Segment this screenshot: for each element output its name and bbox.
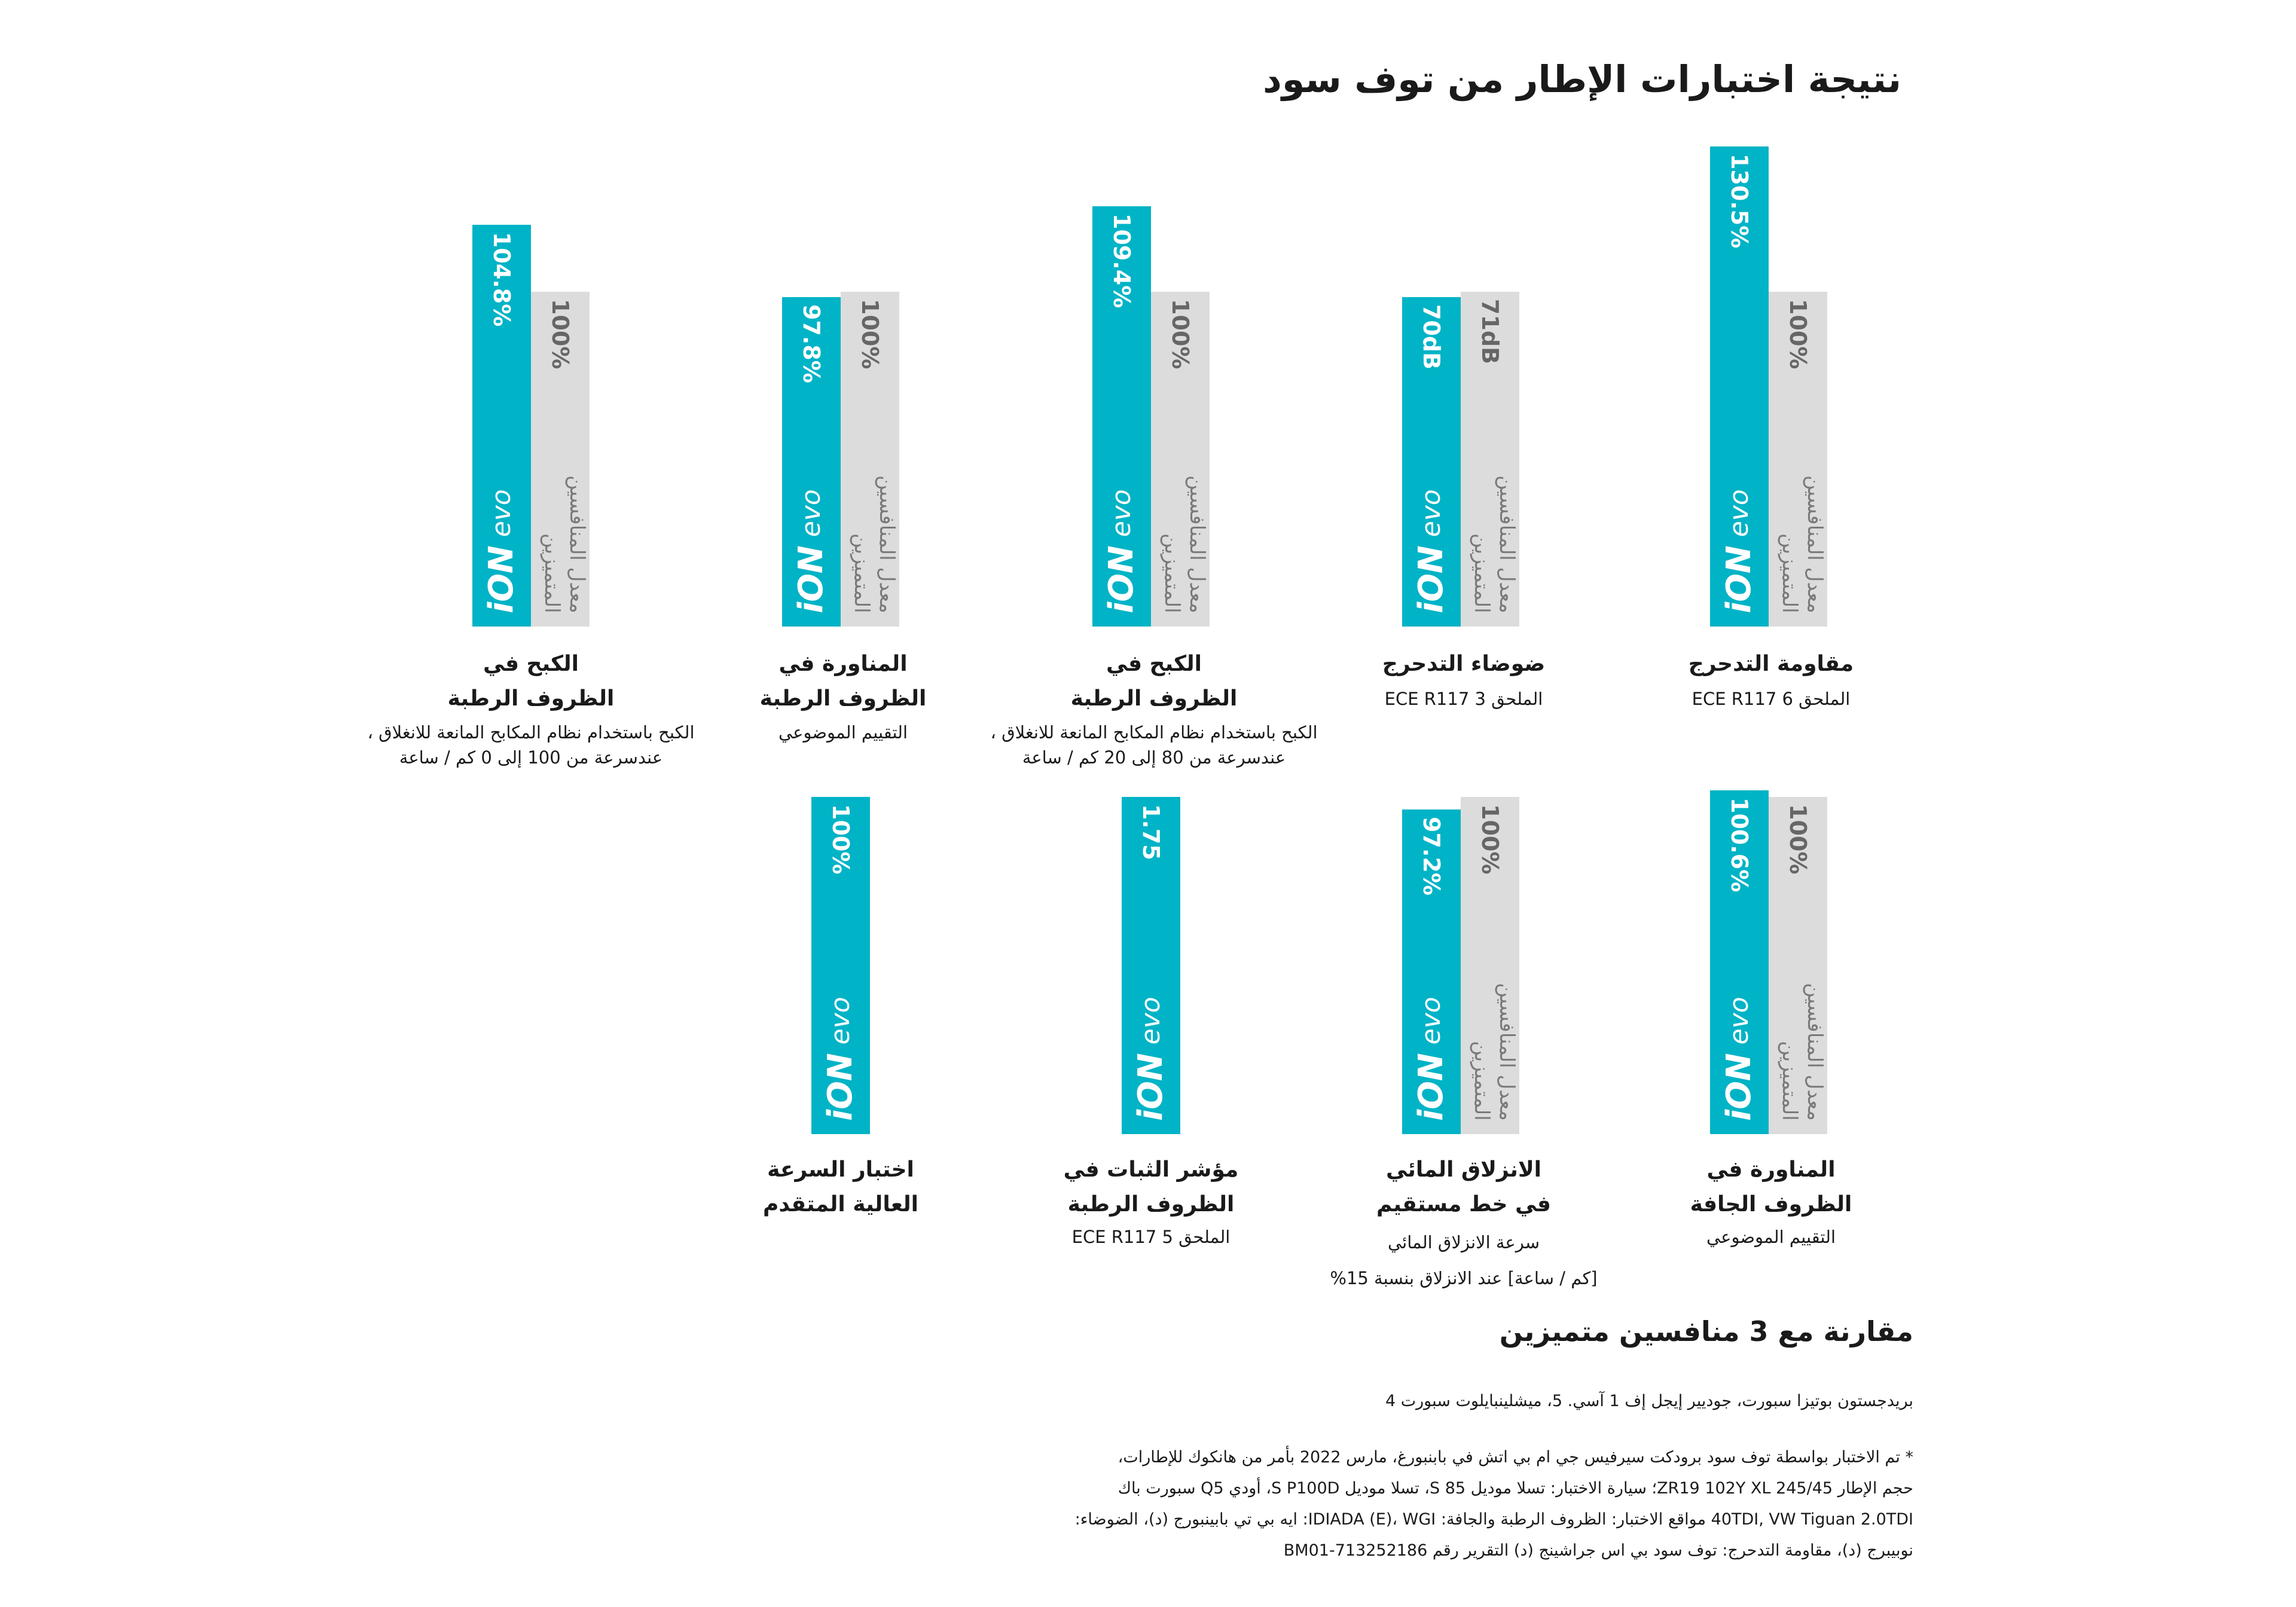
competitor-value-label: 100%: [857, 299, 883, 369]
chart-caption: [1616, 647, 1926, 682]
competitor-average-bar: [1461, 292, 1519, 627]
subtext-line: الكبح باستخدام نظام المكابح المانعة للانغلاق ،: [367, 722, 695, 743]
competitor-bar-label: [1769, 942, 1827, 1121]
competitor-value-label: 100%: [1167, 299, 1193, 369]
competitor-label-line2: المتميزين: [1778, 1041, 1802, 1121]
ion-evo-value-label: 97.8%: [798, 304, 825, 383]
ion-evo-logo: [472, 464, 531, 613]
caption-line: في خط مستقيم: [1376, 1192, 1551, 1217]
caption-line: المناورة في: [778, 652, 908, 676]
ion-evo-logo: [1710, 971, 1769, 1121]
logo-evo-text: evo: [1724, 997, 1754, 1053]
subtext-line: عندسرعة من 100 إلى 0 كم / ساعة: [399, 747, 663, 768]
competitor-value-label: 71dB: [1477, 299, 1503, 365]
chart-subtext: [963, 720, 1345, 770]
logo-evo-text: evo: [1416, 489, 1446, 546]
logo-ion-text: iON: [821, 1053, 860, 1121]
ion-evo-bar: [472, 225, 531, 627]
competitor-label-line2: المتميزين: [850, 533, 874, 613]
ion-evo-logo: [811, 971, 870, 1121]
compare-title: مقارنة مع 3 منافسين متميزين: [1499, 1315, 1913, 1348]
competitor-average-bar: [841, 292, 899, 627]
caption-line: ضوضاء التدحرج: [1382, 652, 1546, 676]
subtext-line: [كم / ساعة] عند الانزلاق بنسبة 15%: [1330, 1268, 1598, 1288]
ion-evo-logo: [1402, 464, 1461, 613]
caption-line: مقاومة التدحرج: [1688, 652, 1854, 676]
caption-line: الظروف الرطبة: [447, 686, 615, 711]
chart-caption: [963, 647, 1345, 716]
competitor-value-label: 100%: [547, 299, 573, 369]
caption-line: العالية المتقدم: [762, 1192, 919, 1217]
logo-ion-text: iON: [792, 545, 831, 613]
logo-evo-text: evo: [1135, 997, 1166, 1053]
logo-ion-text: iON: [1412, 545, 1451, 613]
caption-line: الظروف الرطبة: [1070, 686, 1238, 711]
ion-evo-value-label: 100%: [828, 804, 854, 875]
logo-ion-text: iON: [1720, 1053, 1758, 1121]
chart-caption: [996, 1153, 1306, 1222]
chart-subtext: [688, 720, 999, 745]
chart-caption: [1308, 1153, 1619, 1222]
logo-evo-text: evo: [1106, 489, 1137, 546]
logo-ion-text: iON: [1102, 545, 1141, 613]
ion-evo-bar: [1402, 809, 1461, 1134]
chart-subtext: [1308, 686, 1619, 711]
ion-evo-value-label: 130.5%: [1726, 154, 1752, 249]
subtext-line: التقييم الموضوعي: [778, 722, 908, 743]
caption-line: المناورة في: [1706, 1157, 1836, 1182]
competitor-label-line2: المتميزين: [1470, 1041, 1494, 1121]
competitor-label-line2: المتميزين: [1778, 533, 1802, 613]
ion-evo-logo: [1710, 464, 1769, 613]
ion-evo-value-label: 100.6%: [1726, 798, 1752, 893]
subtext-line: عندسرعة من 80 إلى 20 كم / ساعة: [1022, 747, 1286, 768]
subtext-line: الملحق 5 ECE R117: [1071, 1227, 1231, 1247]
chart-caption: [340, 647, 722, 716]
competitor-label-line1: معدل المنافسين: [1495, 983, 1519, 1121]
competitor-bar-label: [1151, 434, 1210, 613]
competitor-label-line2: المتميزين: [1160, 533, 1184, 613]
competitor-average-bar: [1151, 292, 1210, 627]
ion-evo-bar: [1710, 790, 1769, 1134]
competitor-average-bar: [1461, 797, 1519, 1134]
competitor-bar-label: [1461, 942, 1519, 1121]
logo-evo-text: evo: [486, 489, 517, 546]
ion-evo-bar: [1122, 797, 1180, 1134]
ion-evo-value-label: 97.2%: [1418, 817, 1445, 896]
ion-evo-bar: [811, 797, 870, 1134]
subtext-line: الملحق 6 ECE R117: [1692, 689, 1851, 709]
competitor-bar-label: [1769, 434, 1827, 613]
caption-line: الكبح في: [483, 652, 579, 676]
chart-caption: [1308, 647, 1619, 682]
chart-subtext: [1308, 1224, 1619, 1296]
subtext-line: الملحق 3 ECE R117: [1384, 689, 1543, 709]
ion-evo-bar: [1402, 297, 1461, 627]
footnote-line-2: حجم الإطار 245/45 ZR19 102Y XL؛ سيارة الاختبار: تسلا موديل S 85، تسلا موديل S P100D، أودي Q5 سبورت باك: [1118, 1479, 1913, 1498]
caption-line: الكبح في: [1106, 652, 1202, 676]
chart-caption: [685, 1153, 996, 1222]
logo-ion-text: iON: [1412, 1053, 1451, 1121]
competitor-label-line1: معدل المنافسين: [1803, 983, 1827, 1121]
footnote-line-1: * تم الاختبار بواسطة توف سود برودكت سيرفيس جي ام بي اتش في بابنبورغ، مارس 2022 بأمر من هانكوك للإطارات،: [1118, 1448, 1913, 1467]
competitor-average-bar: [1769, 292, 1827, 627]
competitors-text: بريدجستون بوتيزا سبورت، جوديير إيجل إف 1 آسي. 5، ميشلينبايلوت سبورت 4: [1385, 1392, 1913, 1410]
competitor-label-line2: المتميزين: [1470, 533, 1494, 613]
competitor-label-line2: المتميزين: [540, 533, 564, 613]
logo-evo-text: evo: [1724, 489, 1754, 546]
chart-subtext: [996, 1224, 1306, 1249]
ion-evo-value-label: 70dB: [1418, 304, 1445, 370]
ion-evo-bar: [1092, 206, 1151, 627]
chart-subtext: [340, 720, 722, 770]
competitor-average-bar: [1769, 797, 1827, 1134]
ion-evo-value-label: 1.75: [1138, 804, 1164, 860]
caption-line: الظروف الرطبة: [1067, 1192, 1235, 1217]
ion-evo-logo: [782, 464, 841, 613]
caption-line: اختبار السرعة: [767, 1157, 914, 1182]
logo-ion-text: iON: [482, 545, 521, 613]
competitor-label-line1: معدل المنافسين: [565, 475, 589, 613]
competitor-bar-label: [531, 434, 590, 613]
ion-evo-logo: [1122, 971, 1180, 1121]
caption-line: مؤشر الثبات في: [1063, 1157, 1239, 1182]
logo-evo-text: evo: [825, 997, 856, 1053]
ion-evo-value-label: 109.4%: [1109, 213, 1135, 308]
ion-evo-bar: [782, 297, 841, 627]
competitor-average-bar: [531, 292, 590, 627]
competitor-label-line1: معدل المنافسين: [1185, 475, 1209, 613]
competitor-value-label: 100%: [1785, 299, 1811, 369]
caption-line: الظروف الرطبة: [759, 686, 927, 711]
ion-evo-value-label: 104.8%: [488, 232, 515, 327]
chart-subtext: [1616, 686, 1926, 711]
logo-evo-text: evo: [1416, 997, 1446, 1053]
footnote-line-4: نوبيبرج (د)، مقاومة التدحرج: توف سود بي اس جراشينج (د) التقرير رقم 713252186-BM01: [1283, 1541, 1913, 1560]
page-title: نتيجة اختبارات الإطار من توف سود: [1263, 57, 1901, 101]
footnote-line-3: 40TDI, VW Tiguan 2.0TDI مواقع الاختبار: الظروف الرطبة والجافة: IDIADA (E)، WGI: ايه بي تي بابينبورج (د)، الضوضاء:: [1074, 1510, 1913, 1529]
subtext-line: سرعة الانزلاق المائي: [1387, 1232, 1540, 1252]
ion-evo-logo: [1402, 971, 1461, 1121]
logo-ion-text: iON: [1720, 545, 1758, 613]
competitor-label-line1: معدل المنافسين: [875, 475, 899, 613]
ion-evo-bar: [1710, 146, 1769, 627]
logo-ion-text: iON: [1131, 1053, 1170, 1121]
subtext-line: التقييم الموضوعي: [1706, 1227, 1836, 1247]
chart-caption: [688, 647, 999, 716]
competitor-label-line1: معدل المنافسين: [1803, 475, 1827, 613]
chart-caption: [1616, 1153, 1926, 1222]
subtext-line: الكبح باستخدام نظام المكابح المانعة للانغلاق ،: [990, 722, 1318, 743]
caption-line: الانزلاق المائي: [1385, 1157, 1542, 1182]
competitor-bar-label: [841, 434, 899, 613]
competitor-value-label: 100%: [1785, 804, 1811, 875]
competitor-value-label: 100%: [1477, 804, 1503, 875]
competitor-bar-label: [1461, 434, 1519, 613]
caption-line: الظروف الجافة: [1690, 1192, 1852, 1217]
logo-evo-text: evo: [796, 489, 826, 546]
competitor-label-line1: معدل المنافسين: [1495, 475, 1519, 613]
ion-evo-logo: [1092, 464, 1151, 613]
chart-subtext: [1616, 1224, 1926, 1249]
